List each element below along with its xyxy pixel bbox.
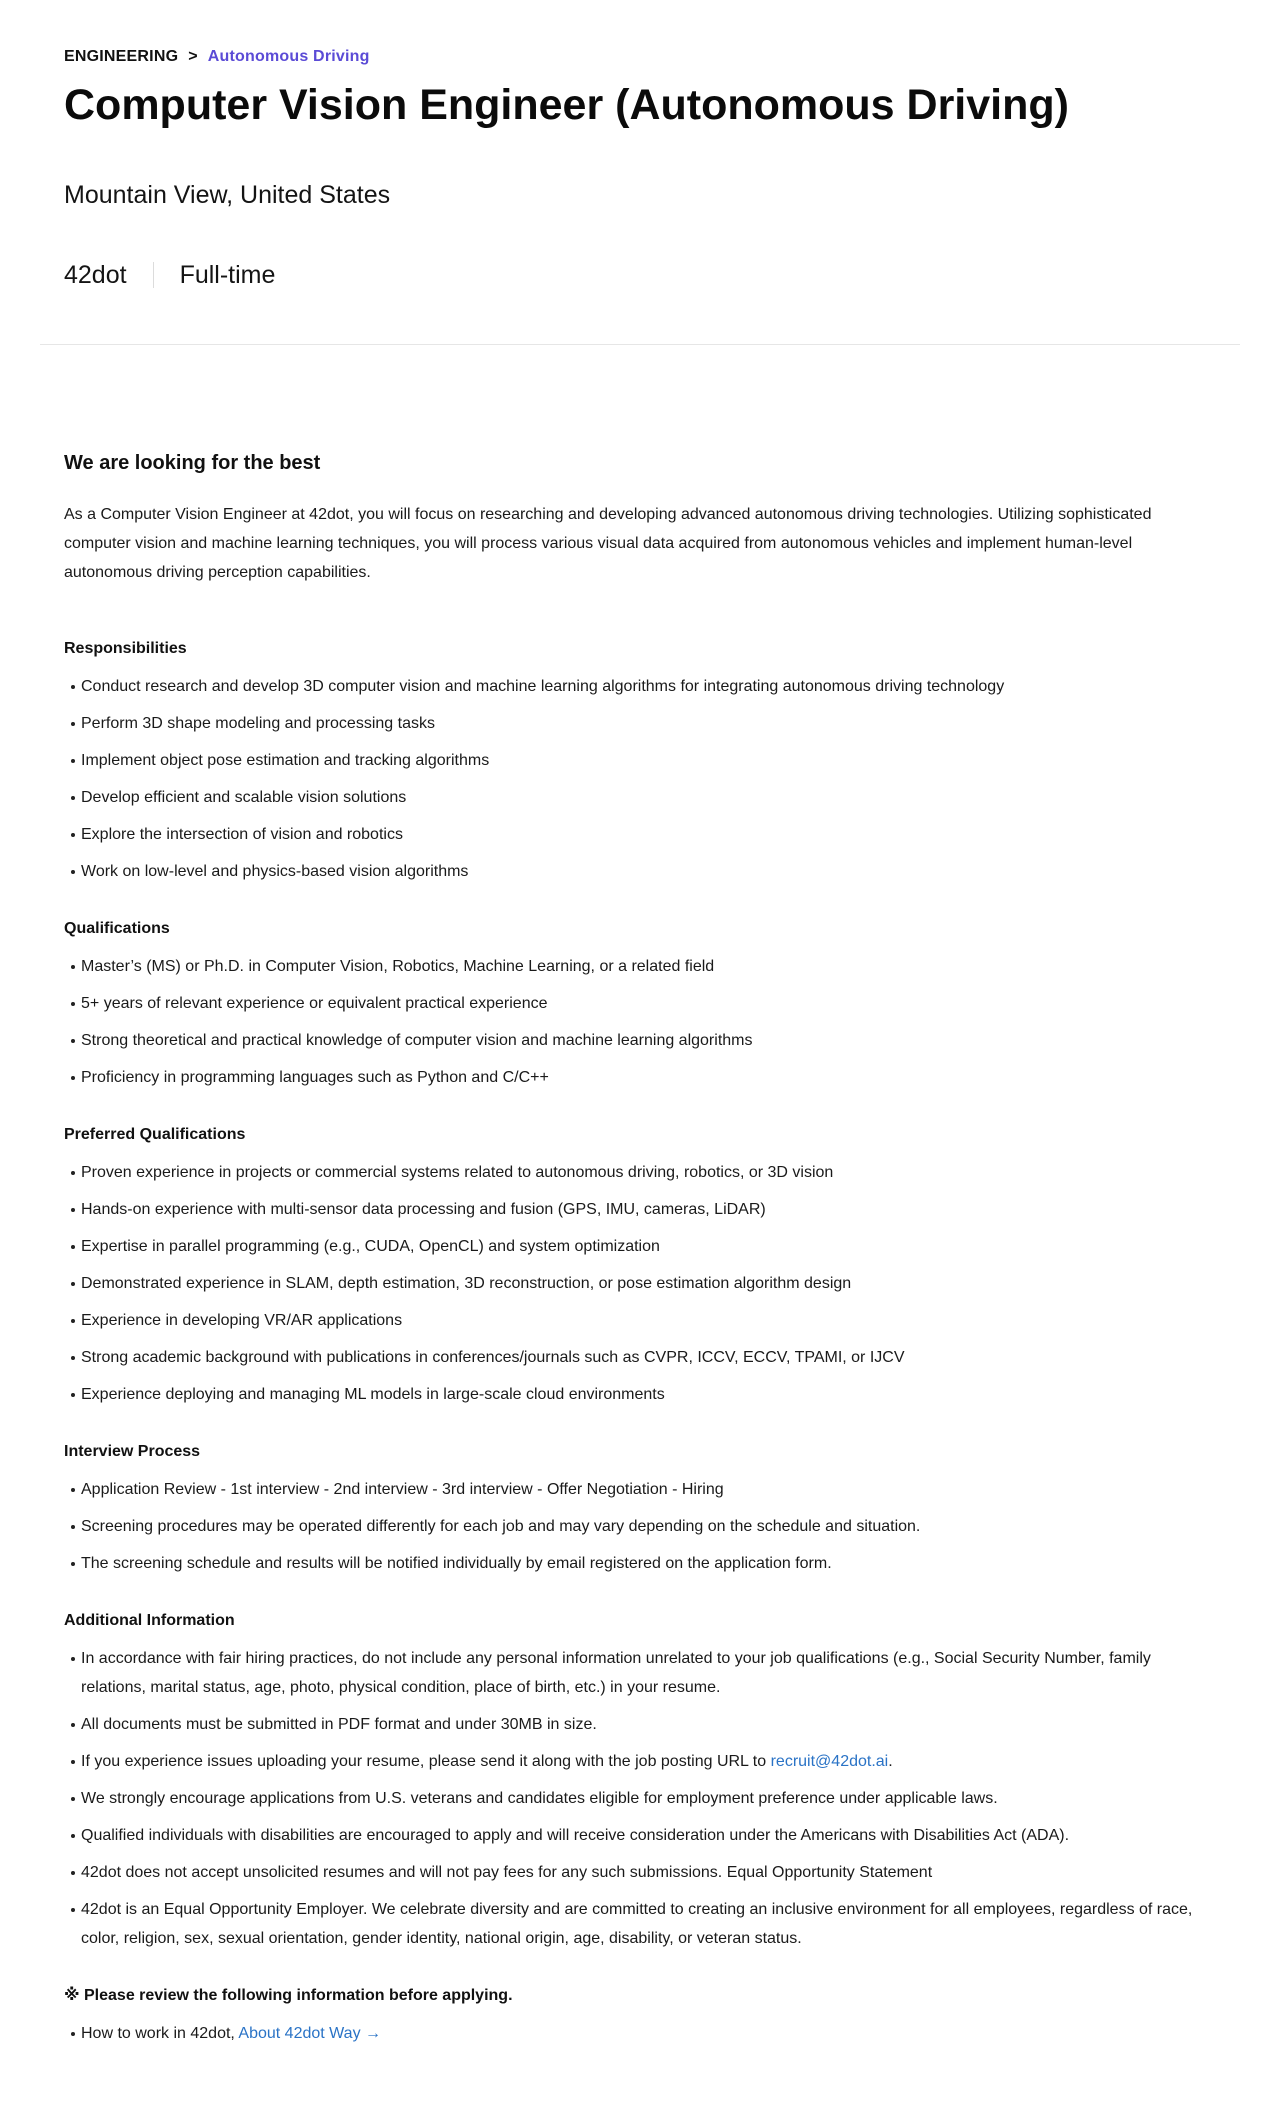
section-qualifications [64, 917, 1216, 1092]
upload-issue-text: If you experience issues uploading your resume, please send it along with the job posting URL to [81, 1753, 771, 1770]
job-title: Computer Vision Engineer (Autonomous Driving) [64, 81, 1069, 129]
list-item: Work on low-level and physics-based vision algorithms [64, 857, 1216, 886]
list-item: Master’s (MS) or Ph.D. in Computer Vision, Robotics, Machine Learning, or a related field [64, 952, 1216, 981]
job-description [64, 448, 1216, 2048]
company-name: 42dot [64, 261, 127, 289]
breadcrumb [64, 48, 370, 66]
upload-issue-suffix: . [888, 1753, 893, 1770]
list-item [64, 1747, 1216, 1776]
list-item: Explore the intersection of vision and robotics [64, 820, 1216, 849]
list-item: Hands-on experience with multi-sensor data processing and fusion (GPS, IMU, cameras, LiDAR) [64, 1195, 1216, 1224]
job-location: Mountain View, United States [64, 181, 391, 209]
list-item: Screening procedures may be operated differently for each job and may vary depending on the schedule and situation. [64, 1512, 1216, 1541]
list-item: Strong academic background with publications in conferences/journals such as CVPR, ICCV, ECCV, TPAMI, or IJCV [64, 1343, 1216, 1372]
list-item: Demonstrated experience in SLAM, depth estimation, 3D reconstruction, or pose estimation algorithm design [64, 1269, 1216, 1298]
list-item: Proven experience in projects or commercial systems related to autonomous driving, robotics, or 3D vision [64, 1158, 1216, 1187]
list-item [64, 2019, 1216, 2048]
list-item: 42dot is an Equal Opportunity Employer. We celebrate diversity and are committed to creating an inclusive environment for all employees, regardless of race, color, religion, sex, sexual orientation, gender identity, national origin, age, disability, or veteran status. [64, 1895, 1216, 1953]
section-title: Interview Process [64, 1443, 201, 1460]
recruit-email-link[interactable]: recruit@42dot.ai [770, 1753, 889, 1770]
list-item: Experience deploying and managing ML models in large-scale cloud environments [64, 1380, 1216, 1409]
section-title: Qualifications [64, 920, 170, 937]
intro-text: As a Computer Vision Engineer at 42dot, you will focus on researching and developing advanced autonomous driving technologies. Utilizing sophisticated computer vision and machine learning techniques, you will process various visual data acquired from autonomous vehicles and implement human-level autonomous driving perception capabilities. [64, 506, 1152, 581]
list-item: Expertise in parallel programming (e.g., CUDA, OpenCL) and system optimization [64, 1232, 1216, 1261]
section-responsibilities [64, 637, 1216, 886]
list-item: 42dot does not accept unsolicited resumes and will not pay fees for any such submissions. Equal Opportunity Statement [64, 1858, 1216, 1887]
section-additional-information [64, 1609, 1216, 1953]
list-item: Strong theoretical and practical knowledge of computer vision and machine learning algorithms [64, 1026, 1216, 1055]
section-title: Preferred Qualifications [64, 1126, 246, 1143]
section-title: Additional Information [64, 1612, 235, 1629]
list-item: 5+ years of relevant experience or equivalent practical experience [64, 989, 1216, 1018]
review-list [64, 2019, 1216, 2048]
list-item: Application Review - 1st interview - 2nd interview - 3rd interview - Offer Negotiation - Hiring [64, 1475, 1216, 1504]
intro-heading: We are looking for the best [64, 452, 321, 474]
about-42dot-way-link[interactable]: About 42dot Way → [238, 2025, 382, 2042]
breadcrumb-separator: > [188, 48, 198, 65]
header-divider [40, 344, 1240, 345]
section-title: ※ Please review the following information before applying. [64, 1987, 513, 2004]
job-meta [64, 258, 275, 292]
interview-list [64, 1475, 1216, 1578]
list-item: Develop efficient and scalable vision solutions [64, 783, 1216, 812]
how-to-work-text: How to work in 42dot, [81, 2025, 239, 2042]
qualifications-list [64, 952, 1216, 1092]
list-item: Qualified individuals with disabilities are encouraged to apply and will receive consideration under the Americans with Disabilities Act (ADA). [64, 1821, 1216, 1850]
meta-divider [153, 262, 154, 288]
responsibilities-list [64, 672, 1216, 886]
list-item: The screening schedule and results will be notified individually by email registered on the application form. [64, 1549, 1216, 1578]
breadcrumb-current[interactable]: Autonomous Driving [207, 48, 370, 65]
list-item: We strongly encourage applications from U.S. veterans and candidates eligible for employment preference under applicable laws. [64, 1784, 1216, 1813]
section-interview-process [64, 1440, 1216, 1578]
list-item: In accordance with fair hiring practices, do not include any personal information unrelated to your job qualifications (e.g., Social Security Number, family relations, marital status, age, photo, physical condition, place of birth, etc.) in your resume. [64, 1644, 1216, 1702]
section-review-before-applying [64, 1984, 1216, 2048]
employment-type: Full-time [179, 261, 276, 289]
list-item: All documents must be submitted in PDF format and under 30MB in size. [64, 1710, 1216, 1739]
list-item: Perform 3D shape modeling and processing tasks [64, 709, 1216, 738]
breadcrumb-parent[interactable]: ENGINEERING [64, 48, 179, 65]
section-title: Responsibilities [64, 640, 187, 657]
preferred-list [64, 1158, 1216, 1409]
list-item: Proficiency in programming languages such as Python and C/C++ [64, 1063, 1216, 1092]
additional-list [64, 1644, 1216, 1953]
section-preferred-qualifications [64, 1123, 1216, 1409]
list-item: Experience in developing VR/AR applications [64, 1306, 1216, 1335]
list-item: Conduct research and develop 3D computer vision and machine learning algorithms for integrating autonomous driving technology [64, 672, 1216, 701]
list-item: Implement object pose estimation and tracking algorithms [64, 746, 1216, 775]
